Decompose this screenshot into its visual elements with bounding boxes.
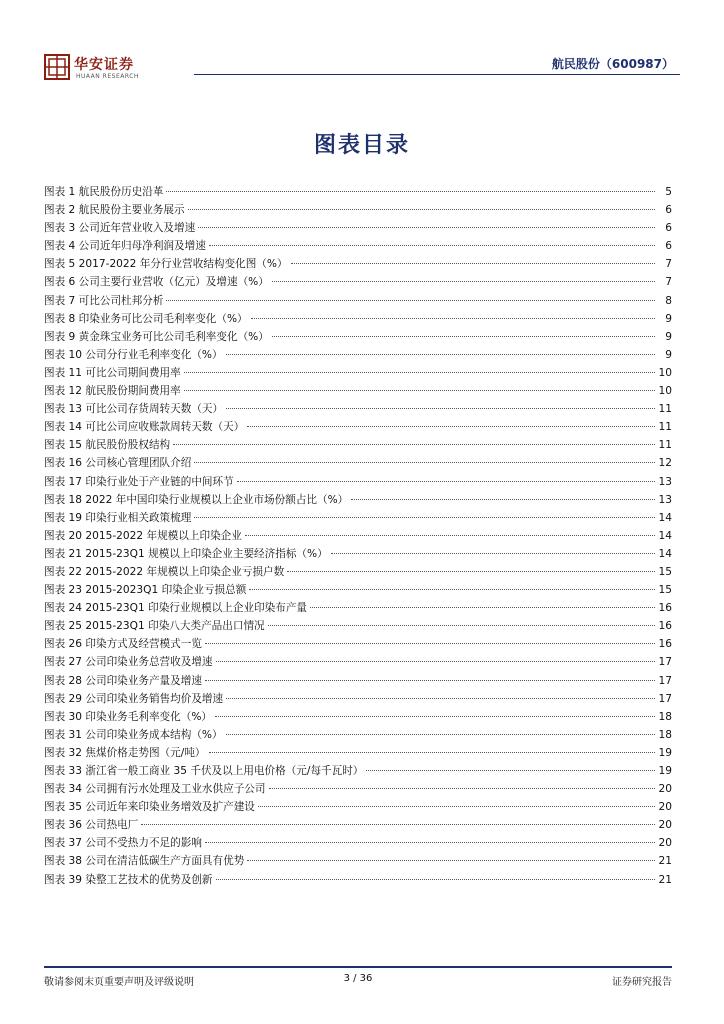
toc-entry[interactable] [44, 491, 672, 509]
footer-rule [44, 966, 672, 968]
toc-entry-page: 11 [658, 421, 672, 434]
toc-entry[interactable] [44, 816, 672, 834]
toc-entry-page: 10 [658, 385, 672, 398]
toc-entry-label: 图表 17 印染行业处于产业链的中间环节 [44, 475, 234, 488]
toc-leader-dots [188, 209, 655, 210]
toc-entry-page: 14 [658, 511, 672, 524]
toc-entry-page: 16 [658, 602, 672, 615]
toc-entry-label: 图表 20 2015-2022 年规模以上印染企业 [44, 529, 242, 542]
toc-leader-dots [226, 698, 655, 699]
toc-entry[interactable] [44, 219, 672, 237]
toc-entry-label: 图表 23 2015-2023Q1 印染企业亏损总额 [44, 584, 247, 597]
toc-entry-label: 图表 6 公司主要行业营收（亿元）及增速（%） [44, 276, 269, 289]
toc-leader-dots [272, 281, 655, 282]
toc-entry-label: 图表 10 公司分行业毛利率变化（%） [44, 348, 223, 361]
toc-leader-dots [226, 734, 655, 735]
toc-leader-dots [269, 788, 656, 789]
toc-entry-label: 图表 38 公司在清洁低碳生产方面具有优势 [44, 855, 245, 868]
toc-entry[interactable] [44, 798, 672, 816]
logo-chinese-text: 华安证券 [74, 57, 134, 73]
toc-entry[interactable] [44, 436, 672, 454]
toc-entry-page: 8 [665, 294, 672, 307]
toc-entry-page: 12 [658, 457, 672, 470]
toc-entry[interactable] [44, 762, 672, 780]
logo-english-text: HUAAN RESEARCH [76, 73, 139, 80]
toc-entry-page: 18 [658, 728, 672, 741]
toc-entry-page: 20 [658, 783, 672, 796]
toc-entry[interactable] [44, 382, 672, 400]
toc-leader-dots [310, 607, 655, 608]
toc-entry[interactable] [44, 418, 672, 436]
figure-table-of-contents [44, 183, 672, 889]
toc-leader-dots [215, 716, 655, 717]
toc-entry-label: 图表 5 2017-2022 年分行业营收结构变化图（%） [44, 258, 288, 271]
toc-entry-label: 图表 18 2022 年中国印染行业规模以上企业市场份额占比（%） [44, 493, 349, 506]
toc-entry-label: 图表 12 航民股份期间费用率 [44, 385, 181, 398]
toc-entry-label: 图表 2 航民股份主要业务展示 [44, 204, 185, 217]
toc-leader-dots [268, 625, 655, 626]
toc-entry-page: 9 [665, 312, 672, 325]
toc-entry[interactable] [44, 635, 672, 653]
toc-entry-page: 6 [665, 204, 672, 217]
page-number: 3 / 36 [343, 973, 373, 984]
toc-entry-page: 13 [658, 475, 672, 488]
toc-entry-page: 18 [658, 710, 672, 723]
page-header [44, 52, 680, 86]
toc-entry[interactable] [44, 563, 672, 581]
toc-entry-label: 图表 11 可比公司期间费用率 [44, 366, 181, 379]
toc-entry-page: 21 [658, 873, 672, 886]
toc-entry[interactable] [44, 183, 672, 201]
toc-leader-dots [272, 336, 655, 337]
report-type: 证券研究报告 [612, 977, 672, 988]
toc-entry-label: 图表 22 2015-2022 年规模以上印染企业亏损户数 [44, 565, 285, 578]
toc-entry-label: 图表 35 公司近年来印染业务增效及扩产建设 [44, 801, 255, 814]
toc-entry-page: 20 [658, 837, 672, 850]
toc-entry-label: 图表 7 可比公司杜邦分析 [44, 294, 164, 307]
toc-entry[interactable] [44, 653, 672, 671]
huaan-logo [44, 52, 184, 86]
toc-entry-label: 图表 8 印染业务可比公司毛利率变化（%） [44, 312, 248, 325]
toc-entry[interactable] [44, 400, 672, 418]
toc-entry-page: 6 [665, 222, 672, 235]
toc-entry[interactable] [44, 237, 672, 255]
toc-entry-label: 图表 1 航民股份历史沿革 [44, 186, 164, 198]
toc-entry-page: 14 [658, 547, 672, 560]
toc-leader-dots [291, 263, 655, 264]
toc-leader-dots [351, 499, 655, 500]
toc-entry-label: 图表 28 公司印染业务产量及增速 [44, 674, 202, 687]
toc-entry[interactable] [44, 292, 672, 310]
toc-entry[interactable] [44, 834, 672, 852]
toc-entry-page: 17 [658, 692, 672, 705]
toc-leader-dots [205, 680, 655, 681]
toc-entry-label: 图表 19 印染行业相关政策梳理 [44, 511, 192, 524]
toc-entry[interactable] [44, 780, 672, 798]
toc-leader-dots [247, 426, 655, 427]
disclaimer-note: 敬请参阅末页重要声明及评级说明 [44, 977, 194, 988]
toc-leader-dots [287, 571, 655, 572]
toc-leader-dots [166, 300, 655, 301]
toc-leader-dots [194, 462, 655, 463]
toc-entry-label: 图表 15 航民股份股权结构 [44, 439, 171, 452]
toc-entry-label: 图表 21 2015-23Q1 规模以上印染企业主要经济指标（%） [44, 547, 328, 560]
toc-entry-page: 6 [665, 240, 672, 253]
toc-leader-dots [216, 879, 655, 880]
toc-entry-label: 图表 37 公司不受热力不足的影响 [44, 837, 202, 850]
toc-entry-page: 9 [665, 330, 672, 343]
toc-entry-page: 7 [665, 276, 672, 289]
toc-entry-page: 16 [658, 620, 672, 633]
toc-leader-dots [141, 824, 655, 825]
toc-entry[interactable] [44, 726, 672, 744]
page-title: 图表目录 [313, 132, 410, 158]
toc-entry-label: 图表 32 焦煤价格走势图（元/吨） [44, 746, 206, 759]
toc-leader-dots [331, 553, 655, 554]
toc-entry-page: 20 [658, 819, 672, 832]
toc-leader-dots [184, 372, 655, 373]
toc-leader-dots [209, 752, 655, 753]
toc-entry[interactable] [44, 545, 672, 563]
toc-entry[interactable] [44, 708, 672, 726]
toc-entry[interactable] [44, 599, 672, 617]
toc-entry-page: 20 [658, 801, 672, 814]
toc-leader-dots [166, 191, 655, 192]
toc-leader-dots [216, 661, 655, 662]
toc-entry-page: 7 [665, 258, 672, 271]
toc-entry[interactable] [44, 328, 672, 346]
toc-entry[interactable] [44, 527, 672, 545]
toc-leader-dots [258, 806, 655, 807]
toc-leader-dots [205, 842, 655, 843]
toc-entry-label: 图表 4 公司近年归母净利润及增速 [44, 240, 206, 253]
toc-entry-label: 图表 24 2015-23Q1 印染行业规模以上企业印染布产量 [44, 602, 308, 615]
toc-entry[interactable] [44, 617, 672, 635]
stock-name-code: 航民股份（600987） [551, 57, 674, 71]
toc-entry[interactable] [44, 852, 672, 870]
toc-leader-dots [249, 589, 655, 590]
toc-entry[interactable] [44, 454, 672, 472]
toc-leader-dots [205, 643, 655, 644]
toc-entry-label: 图表 29 公司印染业务销售均价及增速 [44, 692, 224, 705]
toc-entry[interactable] [44, 509, 672, 527]
toc-entry[interactable] [44, 201, 672, 219]
toc-entry[interactable] [44, 690, 672, 708]
huaan-seal-icon [44, 54, 70, 80]
toc-entry[interactable] [44, 744, 672, 762]
toc-entry-label: 图表 26 印染方式及经营模式一览 [44, 638, 202, 651]
toc-entry-label: 图表 25 2015-23Q1 印染八大类产品出口情况 [44, 620, 265, 633]
toc-entry-label: 图表 31 公司印染业务成本结构（%） [44, 728, 223, 741]
toc-entry-page: 17 [658, 656, 672, 669]
toc-entry-label: 图表 39 染整工艺技术的优势及创新 [44, 873, 213, 886]
toc-leader-dots [247, 860, 655, 861]
toc-entry-page: 5 [665, 186, 672, 198]
toc-leader-dots [198, 227, 655, 228]
toc-entry-page: 14 [658, 529, 672, 542]
toc-leader-dots [226, 354, 655, 355]
toc-entry-page: 19 [658, 746, 672, 759]
header-rule [194, 74, 680, 75]
toc-leader-dots [366, 770, 655, 771]
toc-leader-dots [251, 318, 655, 319]
toc-entry-label: 图表 9 黄金珠宝业务可比公司毛利率变化（%） [44, 330, 269, 343]
toc-entry-page: 9 [665, 348, 672, 361]
toc-entry[interactable] [44, 871, 672, 889]
toc-entry[interactable] [44, 310, 672, 328]
toc-leader-dots [237, 481, 655, 482]
toc-leader-dots [226, 408, 655, 409]
toc-entry-page: 15 [658, 565, 672, 578]
toc-leader-dots [184, 390, 655, 391]
toc-entry[interactable] [44, 473, 672, 491]
toc-leader-dots [209, 245, 655, 246]
toc-entry-page: 16 [658, 638, 672, 651]
toc-entry[interactable] [44, 273, 672, 291]
toc-leader-dots [245, 535, 655, 536]
toc-entry-label: 图表 3 公司近年营业收入及增速 [44, 222, 196, 235]
toc-entry[interactable] [44, 581, 672, 599]
toc-entry[interactable] [44, 255, 672, 273]
toc-entry-page: 11 [658, 403, 672, 416]
toc-leader-dots [194, 517, 655, 518]
toc-entry-label: 图表 14 可比公司应收账款周转天数（天） [44, 421, 245, 434]
toc-entry-page: 13 [658, 493, 672, 506]
toc-entry[interactable] [44, 364, 672, 382]
toc-entry-label: 图表 33 浙江省一般工商业 35 千伏及以上用电价格（元/每千瓦时） [44, 765, 364, 777]
toc-entry-page: 17 [658, 674, 672, 687]
toc-entry-label: 图表 27 公司印染业务总营收及增速 [44, 656, 213, 669]
toc-entry-page: 11 [658, 439, 672, 452]
toc-entry-label: 图表 30 印染业务毛利率变化（%） [44, 710, 212, 723]
toc-entry-label: 图表 36 公司热电厂 [44, 819, 139, 832]
toc-entry-page: 19 [658, 765, 672, 777]
toc-entry-page: 21 [658, 855, 672, 868]
toc-entry[interactable] [44, 672, 672, 690]
toc-entry-page: 15 [658, 584, 672, 597]
toc-entry-label: 图表 13 可比公司存货周转天数（天） [44, 403, 224, 416]
toc-leader-dots [173, 444, 655, 445]
toc-entry-label: 图表 16 公司核心管理团队介绍 [44, 457, 192, 470]
toc-entry-page: 10 [658, 366, 672, 379]
toc-entry[interactable] [44, 346, 672, 364]
toc-entry-label: 图表 34 公司拥有污水处理及工业水供应子公司 [44, 783, 266, 796]
